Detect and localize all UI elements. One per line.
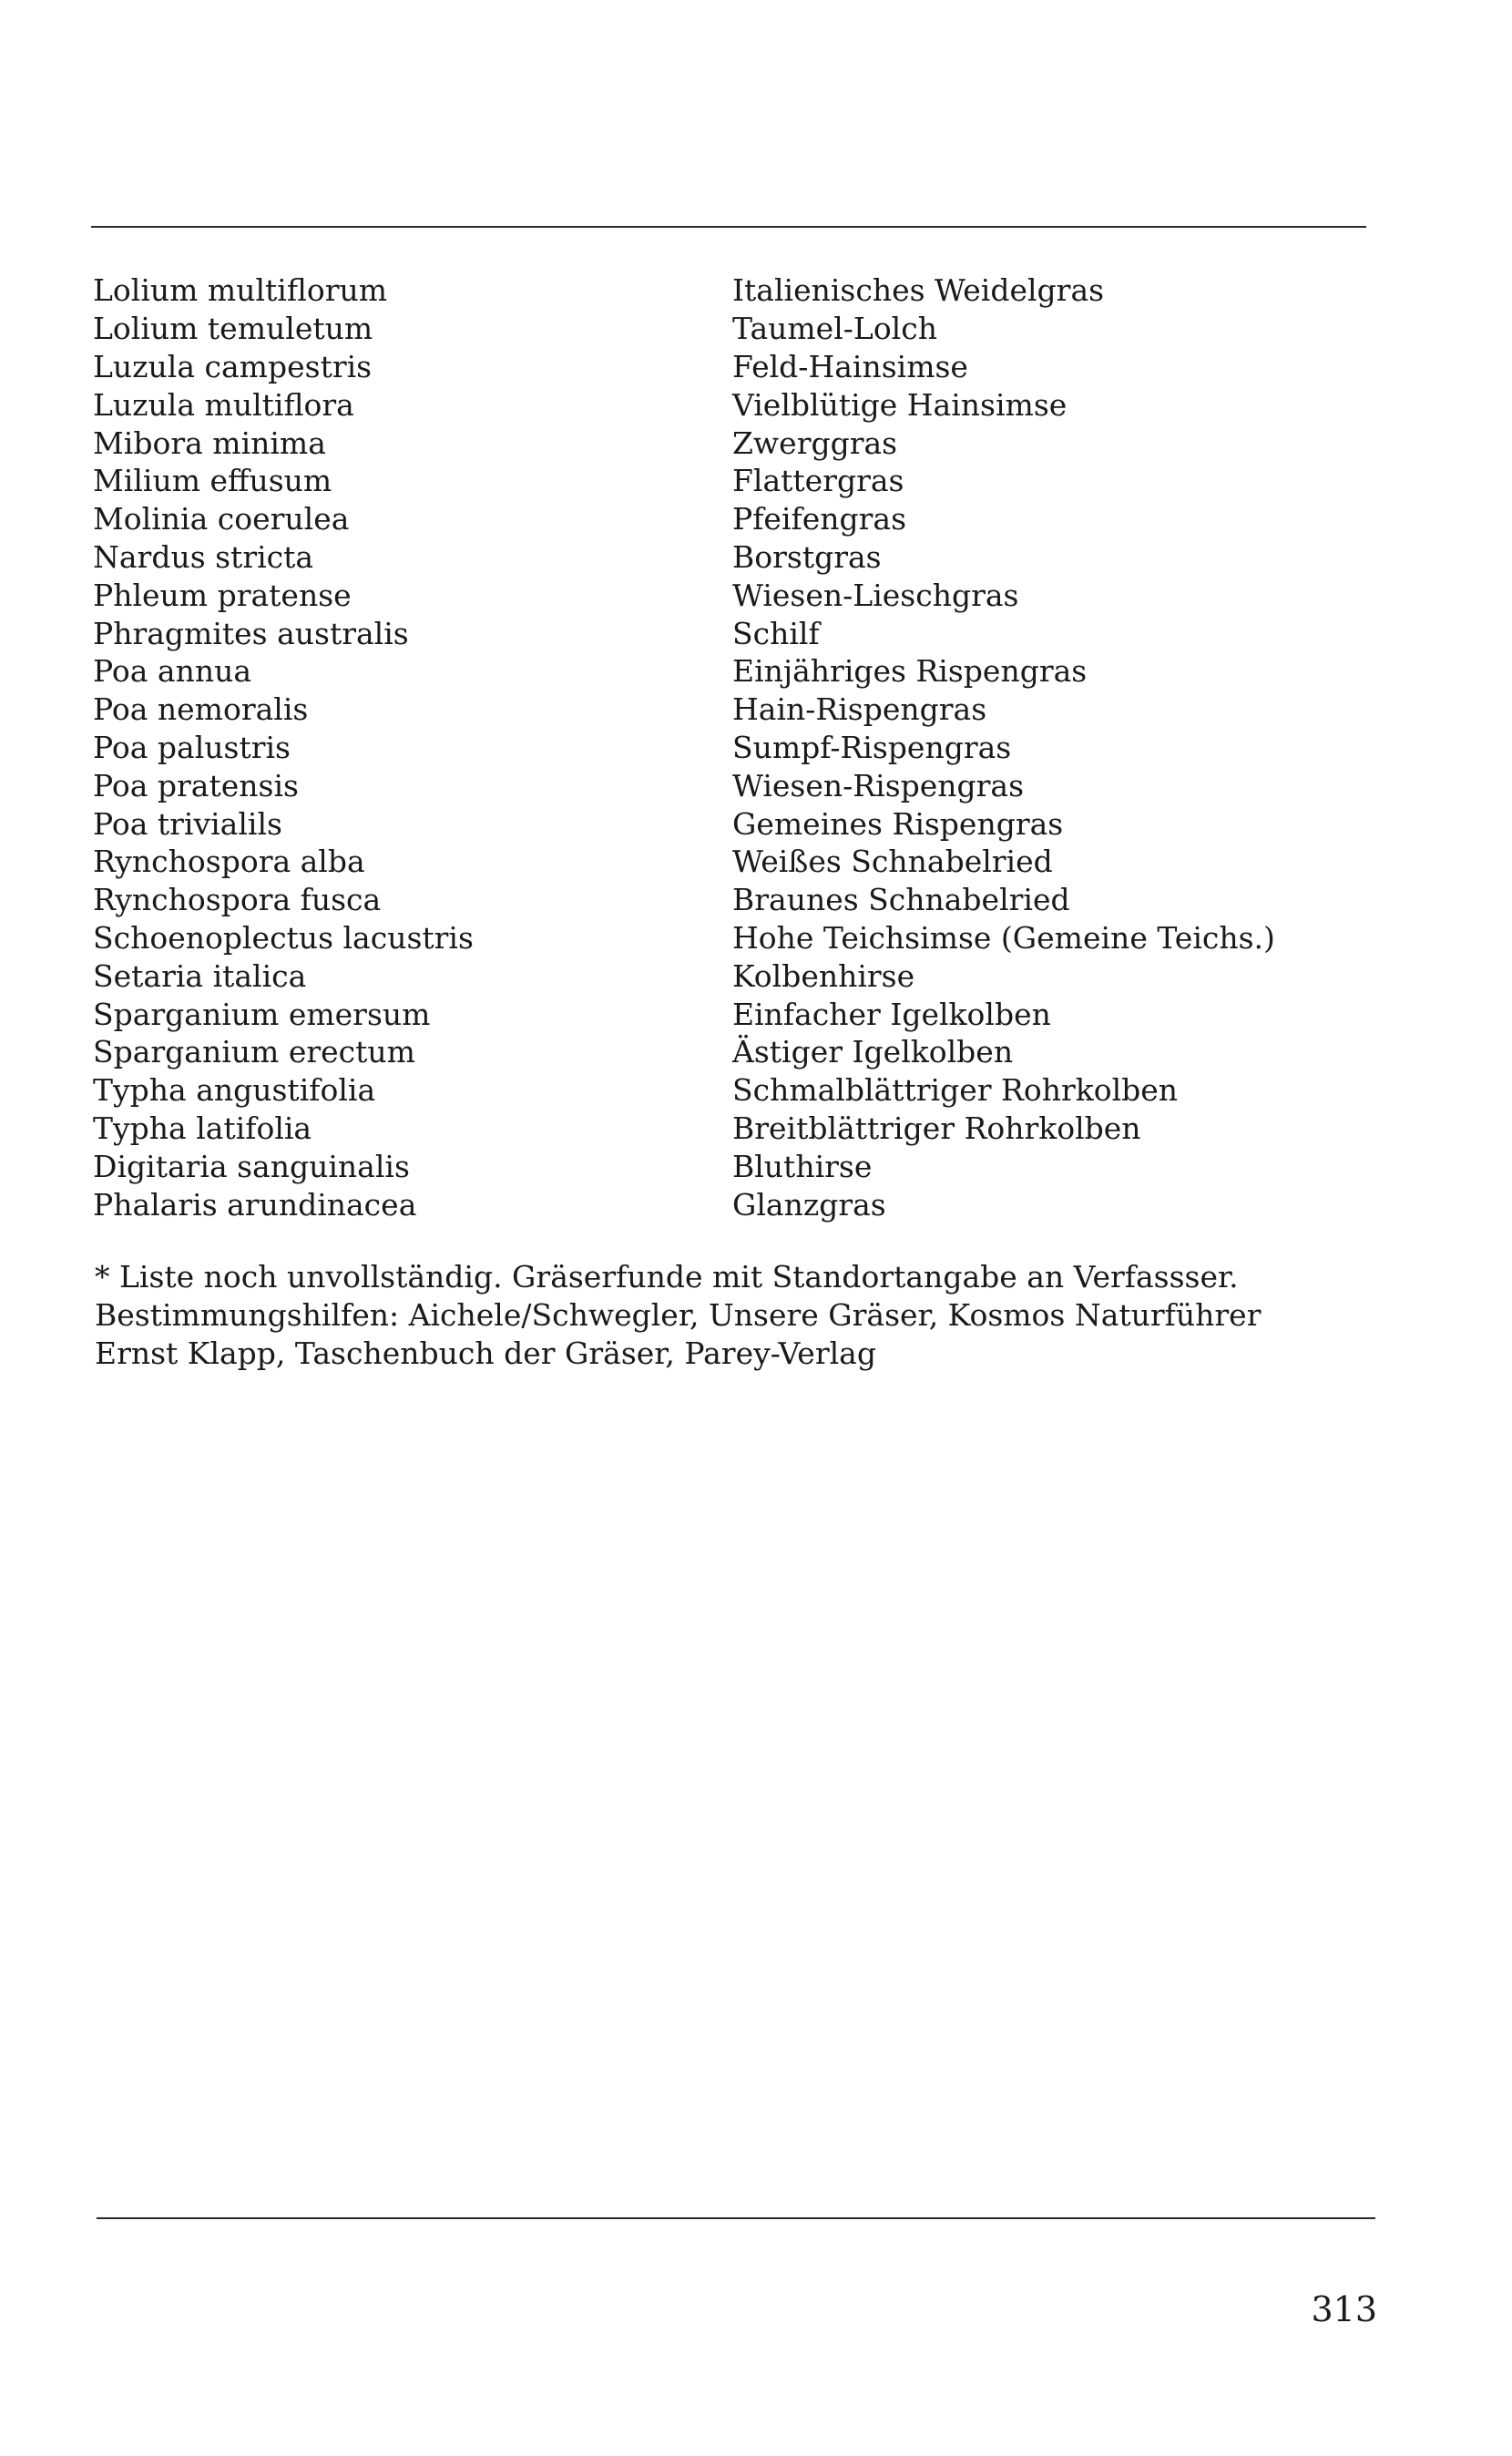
- german-name: Vielblütige Hainsimse: [732, 386, 1068, 423]
- species-row: [93, 1033, 1386, 1071]
- latin-name: Lolium multiflorum: [93, 272, 388, 309]
- species-row: [93, 271, 1386, 310]
- german-name: Flattergras: [732, 463, 904, 499]
- german-name: Ästiger Igelkolben: [732, 1034, 1014, 1070]
- species-row: [93, 1071, 1386, 1110]
- latin-name: Setaria italica: [93, 957, 307, 994]
- german-name: Schilf: [732, 615, 820, 651]
- latin-name: Rynchospora fusca: [93, 882, 382, 918]
- german-name: Glanzgras: [732, 1186, 886, 1223]
- latin-name: Digitaria sanguinalis: [93, 1148, 410, 1184]
- german-name: Gemeines Rispengras: [732, 805, 1064, 842]
- latin-name: Sparganium emersum: [93, 996, 431, 1032]
- latin-name: Poa palustris: [93, 729, 291, 765]
- latin-name: Luzula campestris: [93, 348, 373, 384]
- latin-name: Luzula multiflora: [93, 386, 354, 423]
- footnote: [95, 1258, 1406, 1373]
- species-row: [93, 919, 1386, 957]
- latin-name: Phleum pratense: [93, 577, 352, 613]
- latin-name: Poa annua: [93, 653, 252, 690]
- footnote-line: Ernst Klapp, Taschenbuch der Gräser, Parey-Verlag: [95, 1335, 876, 1371]
- german-name: Italienisches Weidelgras: [732, 272, 1105, 309]
- species-row: [93, 576, 1386, 614]
- species-row: [93, 804, 1386, 843]
- german-name: Weißes Schnabelried: [732, 844, 1053, 880]
- species-row: [93, 957, 1386, 995]
- species-row: [93, 538, 1386, 577]
- german-name: Schmalblättriger Rohrkolben: [732, 1072, 1179, 1109]
- german-name: Feld-Hainsimse: [732, 348, 968, 384]
- latin-name: Poa trivialils: [93, 805, 282, 842]
- german-name: Zwerggras: [732, 425, 898, 461]
- page-number: 313: [1311, 2289, 1377, 2329]
- german-name: Einfacher Igelkolben: [732, 996, 1051, 1032]
- species-list: [93, 271, 1386, 1223]
- footnote-line: * Liste noch unvollständig. Gräserfunde mit Standortangabe an Verfassser.: [95, 1259, 1239, 1295]
- species-row: [93, 995, 1386, 1033]
- german-name: Bluthirse: [732, 1148, 873, 1184]
- species-row: [93, 729, 1386, 767]
- species-row: [93, 652, 1386, 691]
- species-row: [93, 614, 1386, 652]
- latin-name: Poa pratensis: [93, 767, 299, 803]
- footnote-line: Bestimmungshilfen: Aichele/Schwegler, Unsere Gräser, Kosmos Naturführer: [95, 1297, 1262, 1333]
- top-rule: [91, 226, 1366, 228]
- species-row: [93, 462, 1386, 500]
- german-name: Kolbenhirse: [732, 957, 915, 994]
- species-row: [93, 348, 1386, 386]
- species-row: [93, 1147, 1386, 1185]
- latin-name: Schoenoplectus lacustris: [93, 919, 474, 956]
- latin-name: Phalaris arundinacea: [93, 1186, 417, 1223]
- latin-name: Lolium temuletum: [93, 311, 373, 347]
- species-row: [93, 424, 1386, 462]
- german-name: Taumel-Lolch: [732, 311, 937, 347]
- species-row: [93, 843, 1386, 881]
- species-row: [93, 1110, 1386, 1148]
- latin-name: Mibora minima: [93, 425, 326, 461]
- german-name: Borstgras: [732, 538, 882, 575]
- bottom-rule: [97, 2217, 1375, 2219]
- german-name: Pfeifengras: [732, 501, 907, 537]
- german-name: Einjähriges Rispengras: [732, 653, 1088, 690]
- german-name: Wiesen-Rispengras: [732, 767, 1025, 803]
- latin-name: Typha latifolia: [93, 1110, 312, 1146]
- species-row: [93, 1185, 1386, 1223]
- species-row: [93, 385, 1386, 424]
- latin-name: Milium effusum: [93, 463, 332, 499]
- latin-name: Typha angustifolia: [93, 1072, 376, 1109]
- german-name: Sumpf-Rispengras: [732, 729, 1012, 765]
- latin-name: Phragmites australis: [93, 615, 409, 651]
- latin-name: Nardus stricta: [93, 538, 314, 575]
- latin-name: Molinia coerulea: [93, 501, 350, 537]
- species-row: [93, 881, 1386, 919]
- german-name: Braunes Schnabelried: [732, 882, 1070, 918]
- species-row: [93, 310, 1386, 348]
- german-name: Breitblättriger Rohrkolben: [732, 1110, 1141, 1146]
- german-name: Hain-Rispengras: [732, 691, 987, 728]
- latin-name: Rynchospora alba: [93, 844, 365, 880]
- species-row: [93, 500, 1386, 538]
- species-row: [93, 766, 1386, 804]
- german-name: Hohe Teichsimse (Gemeine Teichs.): [732, 919, 1275, 956]
- latin-name: Poa nemoralis: [93, 691, 309, 728]
- species-row: [93, 691, 1386, 729]
- german-name: Wiesen-Lieschgras: [732, 577, 1019, 613]
- latin-name: Sparganium erectum: [93, 1034, 415, 1070]
